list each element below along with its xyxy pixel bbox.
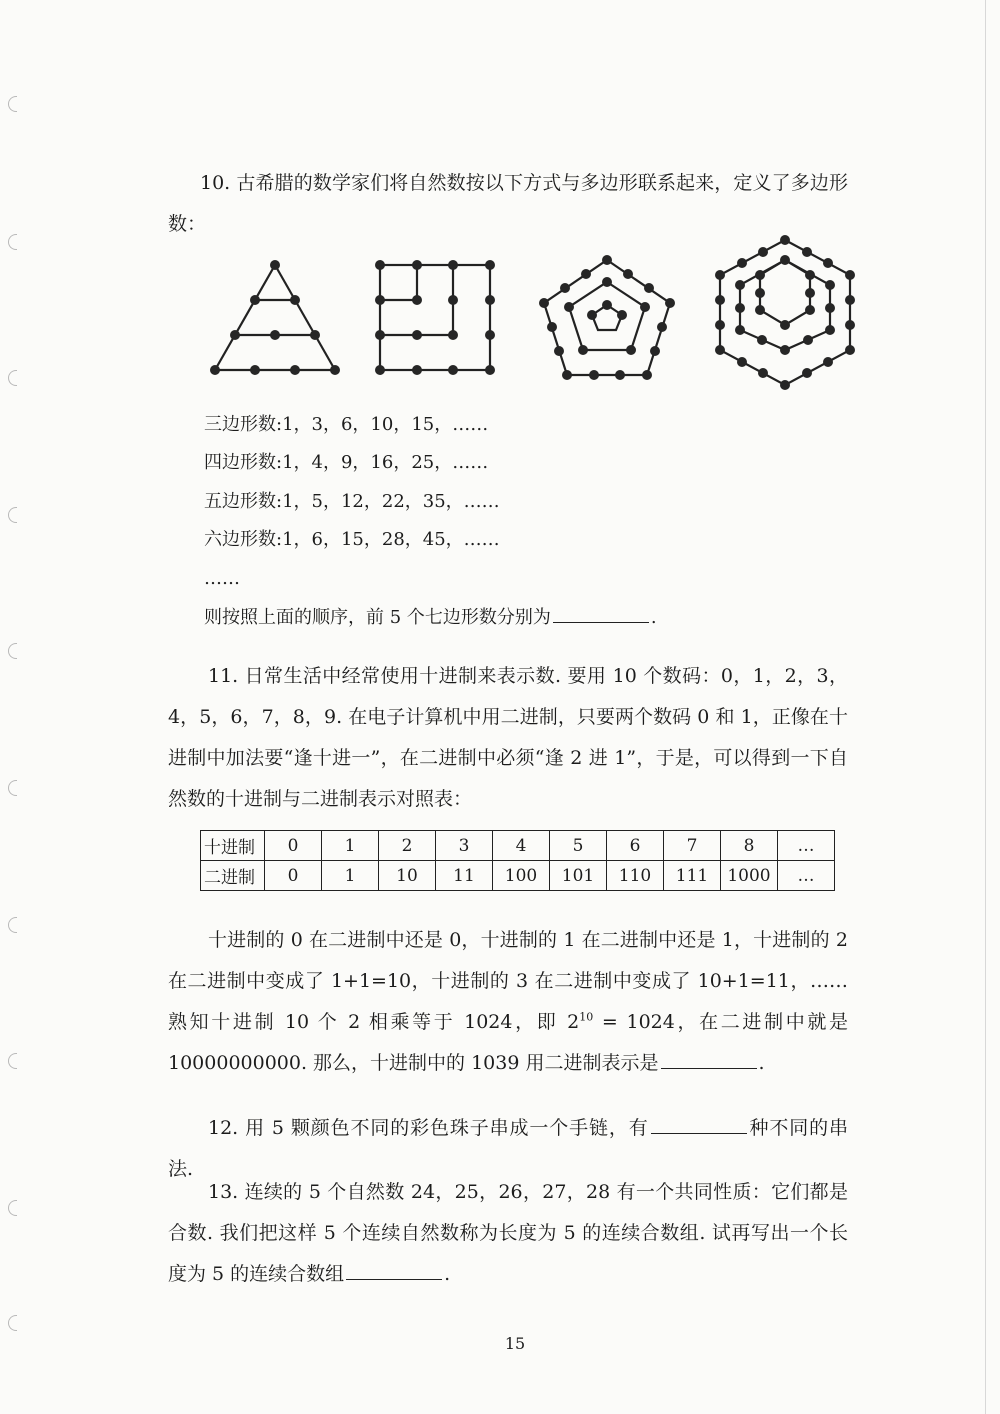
ellipsis-line: …… xyxy=(204,568,240,589)
table-cell: 10 xyxy=(379,861,436,891)
q11-body-end: . xyxy=(758,1052,765,1074)
table-cell: 1000 xyxy=(721,861,778,891)
answer-blank[interactable] xyxy=(651,1115,747,1134)
q11-intro: 11. 日常生活中经常使用十进制来表示数. 要用 10 个数码：0，1，2，3，4，5，6，7，8，9. 在电子计算机中用二进制，只要两个数码 0 和 1，正像在十进制中加法要“逢十进一”，在二进制中必须“逢 2 进 1”，于是，可以得到一下自然数的十进制与二进制表示对照表： xyxy=(168,665,848,810)
table-cell: 8 xyxy=(721,831,778,861)
table-cell: 0 xyxy=(265,831,322,861)
q10-question xyxy=(204,604,657,630)
punch-hole xyxy=(8,780,17,796)
punch-hole xyxy=(8,1200,17,1216)
square-numbers: 四边形数:1，4，9，16，25，…… xyxy=(204,452,489,473)
row-label: 二进制 xyxy=(201,861,265,891)
q11-body xyxy=(168,920,848,1084)
triangle-numbers: 三边形数:1，3，6，10，15，…… xyxy=(204,414,489,435)
page-number: 15 xyxy=(504,1334,526,1353)
table-cell: 5 xyxy=(550,831,607,861)
table-cell: 7 xyxy=(664,831,721,861)
q12-text: 12. 用 5 颗颜色不同的彩色珠子串成一个手链，有 xyxy=(208,1117,649,1139)
table-cell: … xyxy=(778,861,835,891)
table-cell: 1 xyxy=(322,831,379,861)
table-row xyxy=(201,831,835,861)
table-cell: 100 xyxy=(493,861,550,891)
q11-body-part2: = 1024，在二进制中就是 10000000000. 那么，十进制中的 1039 用二进制表示是 xyxy=(168,1011,849,1074)
polygon-figures xyxy=(195,230,865,400)
table-cell: 101 xyxy=(550,861,607,891)
punch-hole xyxy=(8,643,17,659)
q10-question-text: 则按照上面的顺序，前 5 个七边形数分别为 xyxy=(204,607,551,628)
hexagon-numbers: 六边形数:1，6，15，28，45，…… xyxy=(204,529,500,550)
square-figure xyxy=(380,265,490,370)
page-edge xyxy=(985,0,986,1414)
table-cell: 6 xyxy=(607,831,664,861)
q13-text: 13. 连续的 5 个自然数 24，25，26，27，28 有一个共同性质：它们都是合数. 我们把这样 5 个连续自然数称为长度为 5 的连续合数组. 试再写出一个长度为 5 的连续合数组 xyxy=(168,1181,848,1285)
answer-blank[interactable] xyxy=(346,1261,442,1280)
table-cell: 1 xyxy=(322,861,379,891)
punch-hole xyxy=(8,917,17,933)
answer-blank[interactable] xyxy=(553,604,649,623)
punch-hole xyxy=(8,96,17,112)
q12-text-end: 种不同的串法. xyxy=(168,1117,848,1180)
exponent: 10 xyxy=(579,1010,594,1024)
q13-end: . xyxy=(444,1263,451,1285)
punch-hole xyxy=(8,370,17,386)
decimal-binary-table xyxy=(200,830,835,891)
table-cell: … xyxy=(778,831,835,861)
table-cell: 2 xyxy=(379,831,436,861)
table-cell: 0 xyxy=(265,861,322,891)
punch-hole xyxy=(8,234,17,250)
table-row xyxy=(201,861,835,891)
answer-blank[interactable] xyxy=(661,1050,757,1069)
punch-hole xyxy=(8,1053,17,1069)
table-cell: 3 xyxy=(436,831,493,861)
triangle-figure xyxy=(215,265,335,370)
q10-intro: 10. 古希腊的数学家们将自然数按以下方式与多边形联系起来，定义了多边形数： xyxy=(168,172,848,235)
pentagon-numbers: 五边形数:1，5，12，22，35，…… xyxy=(204,491,500,512)
punch-hole xyxy=(8,1315,17,1331)
q13 xyxy=(168,1172,848,1295)
table-cell: 4 xyxy=(493,831,550,861)
table-cell: 110 xyxy=(607,861,664,891)
q11-body-part1: 十进制的 0 在二进制中还是 0，十进制的 1 在二进制中还是 1，十进制的 2 在二进制中变成了 1+1=10，十进制的 3 在二进制中变成了 10+1=11，……熟知十进制 10 个 2 相乘等于 1024，即 2 xyxy=(168,929,848,1033)
punch-hole xyxy=(8,507,17,523)
q10-question-end: . xyxy=(650,607,657,628)
table-cell: 111 xyxy=(664,861,721,891)
table-cell: 11 xyxy=(436,861,493,891)
row-label: 十进制 xyxy=(201,831,265,861)
